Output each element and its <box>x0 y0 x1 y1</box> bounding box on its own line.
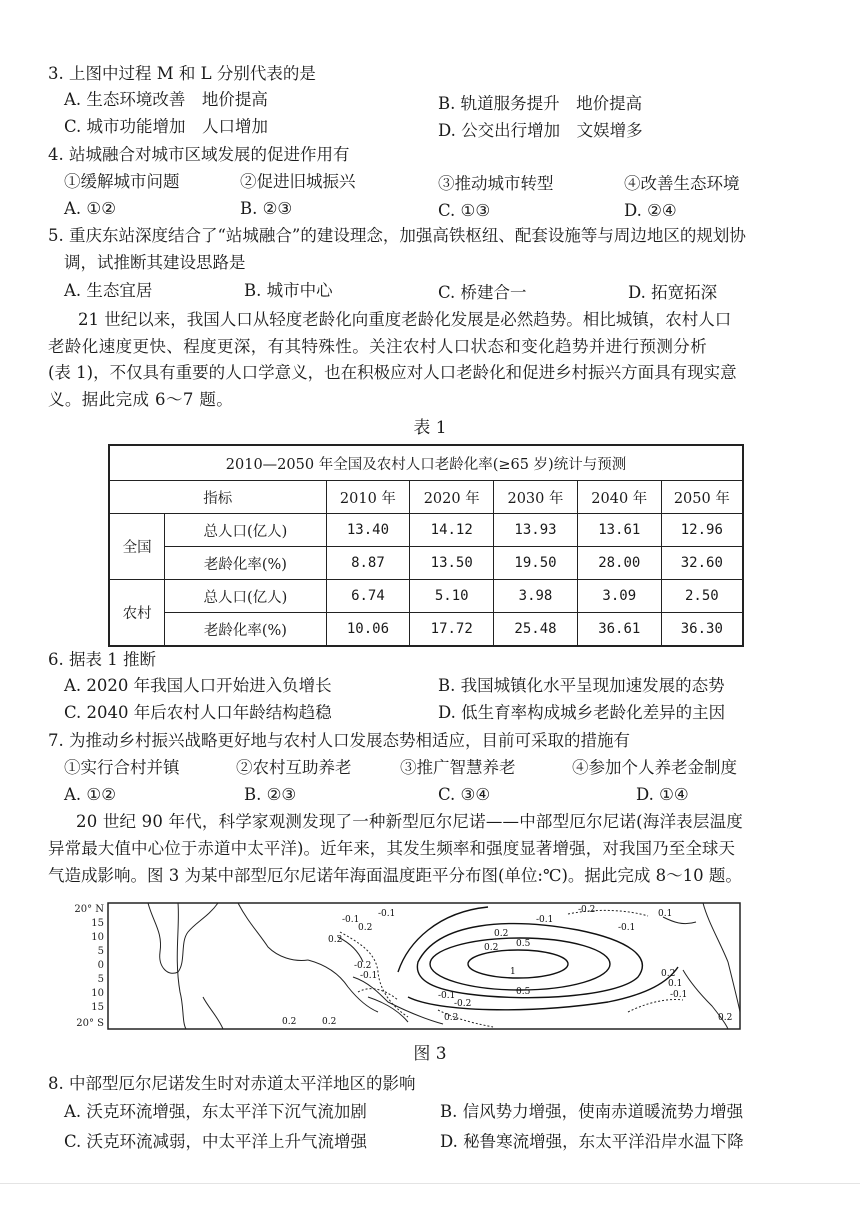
table1 <box>108 444 744 647</box>
passage1-line3: (表 1)，不仅具有重要的人口学意义，也在积极应对人口老龄化和促进乡村振兴方面具有现实意 <box>48 363 737 382</box>
q4-option-c: C. ①③ <box>438 201 491 220</box>
lat-label: 0 <box>97 960 104 971</box>
q5-option-b: B. 城市中心 <box>244 281 333 300</box>
table1-cell: 17.72 <box>410 613 494 647</box>
lat-label: 5 <box>97 946 104 957</box>
latitude-labels <box>74 904 104 1029</box>
q4-option-a: A. ①② <box>64 199 116 218</box>
q5-option-a: A. 生态宜居 <box>64 281 153 300</box>
contour-label: 0.2 <box>484 943 499 953</box>
q4-statement-4: ④改善生态环境 <box>624 174 740 193</box>
table1-group-national: 全国 <box>109 514 165 580</box>
q3-stem: 3. 上图中过程 M 和 L 分别代表的是 <box>48 64 316 83</box>
table1-row-label: 老龄化率(%) <box>165 613 326 647</box>
q5-stem-line1: 5. 重庆东站深度结合了“站城融合”的建设理念，加强高铁枢纽、配套设施等与周边地区的规划协 <box>48 226 746 245</box>
q4-statement-3: ③推动城市转型 <box>438 174 554 193</box>
table1-year-header: 2050 年 <box>661 481 743 514</box>
q3-option-d: D. 公交出行增加 文娱增多 <box>438 121 643 140</box>
contour-label: 0.2 <box>322 1017 337 1027</box>
q6-stem: 6. 据表 1 推断 <box>48 650 156 669</box>
table1-title: 2010—2050 年全国及农村人口老龄化率(≥65 岁)统计与预测 <box>109 445 743 481</box>
table1-cell: 3.98 <box>494 580 578 613</box>
contour-label: 0.2 <box>661 969 676 979</box>
q8-option-a: A. 沃克环流增强，东太平洋下沉气流加剧 <box>64 1102 367 1121</box>
q7-option-c: C. ③④ <box>438 785 491 804</box>
table1-cell: 12.96 <box>661 514 743 547</box>
table1-cell: 8.87 <box>326 547 410 580</box>
table1-cell: 28.00 <box>577 547 661 580</box>
contour-label: 0.1 <box>658 909 673 919</box>
lat-label: 10 <box>91 988 104 999</box>
q6-option-c: C. 2040 年后农村人口年龄结构趋稳 <box>64 703 332 722</box>
q8-stem: 8. 中部型厄尔尼诺发生时对赤道太平洋地区的影响 <box>48 1074 416 1093</box>
q3-option-b: B. 轨道服务提升 地价提高 <box>438 94 643 113</box>
passage1-line4: 义。据此完成 6～7 题。 <box>48 390 234 409</box>
contour-label: 0.5 <box>516 987 531 997</box>
table1-cell: 6.74 <box>326 580 410 613</box>
q7-stem: 7. 为推动乡村振兴战略更好地与农村人口发展态势相适应，目前可采取的措施有 <box>48 731 630 750</box>
table1-year-header: 2030 年 <box>494 481 578 514</box>
table1-cell: 2.50 <box>661 580 743 613</box>
contour-label: -0.1 <box>378 909 396 919</box>
contour-label: 0.2 <box>494 929 509 939</box>
passage2-line3: 气造成影响。图 3 为某中部型厄尔尼诺年海面温度距平分布图(单位:℃)。据此完成 8～10 题。 <box>48 866 742 885</box>
table1-cell: 32.60 <box>661 547 743 580</box>
coastlines <box>148 903 740 1029</box>
contour-label: 0.2 <box>282 1017 297 1027</box>
table1-year-header: 2020 年 <box>410 481 494 514</box>
lat-label: 10 <box>91 932 104 943</box>
lat-label: 15 <box>91 918 104 929</box>
table1-cell: 36.30 <box>661 613 743 647</box>
contour-label: 0.2 <box>718 1013 733 1023</box>
contour-label: 0.2 <box>358 923 373 933</box>
q6-option-b: B. 我国城镇化水平呈现加速发展的态势 <box>438 676 725 695</box>
passage2-line1: 20 世纪 90 年代，科学家观测发现了一种新型厄尔尼诺——中部型厄尔尼诺(海洋表层温度 <box>76 812 743 831</box>
contour-label: -0.2 <box>578 905 596 915</box>
lat-label: 5 <box>97 974 104 985</box>
contour-label: -0.1 <box>342 915 360 925</box>
contour-label: -0.1 <box>438 991 456 1001</box>
table1-cell: 19.50 <box>494 547 578 580</box>
table1-year-header: 2010 年 <box>326 481 410 514</box>
q4-stem: 4. 站城融合对城市区域发展的促进作用有 <box>48 145 350 164</box>
lat-label: 20° S <box>76 1018 104 1029</box>
contour-label: -0.1 <box>670 990 688 1000</box>
page-bottom-divider <box>0 1183 860 1184</box>
q5-option-c: C. 桥建合一 <box>438 283 527 302</box>
figure3-caption: 图 3 <box>413 1044 447 1064</box>
contour-label: -0.2 <box>354 961 372 971</box>
contour-label: -0.1 <box>360 971 378 981</box>
q7-statement-4: ④参加个人养老金制度 <box>572 758 737 777</box>
lat-label: 15 <box>91 1002 104 1013</box>
q5-stem-line2: 调，试推断其建设思路是 <box>64 253 246 272</box>
lat-label: 20° N <box>74 904 104 915</box>
q4-option-d: D. ②④ <box>624 201 677 220</box>
contour-label: 0.1 <box>668 979 683 989</box>
q6-option-a: A. 2020 年我国人口开始进入负增长 <box>64 676 332 695</box>
table1-indicator-header: 指标 <box>109 481 326 514</box>
q4-statement-1: ①缓解城市问题 <box>64 172 180 191</box>
table1-cell: 13.50 <box>410 547 494 580</box>
table1-cell: 36.61 <box>577 613 661 647</box>
table1-cell: 13.61 <box>577 514 661 547</box>
q7-statement-1: ①实行合村并镇 <box>64 758 180 777</box>
table1-cell: 25.48 <box>494 613 578 647</box>
table1-year-header: 2040 年 <box>577 481 661 514</box>
passage1-line1: 21 世纪以来，我国人口从轻度老龄化向重度老龄化发展是必然趋势。相比城镇，农村人口 <box>78 310 732 329</box>
q7-option-d: D. ①④ <box>636 785 689 804</box>
q3-option-a: A. 生态环境改善 地价提高 <box>64 90 268 109</box>
q8-option-b: B. 信风势力增强，使南赤道暖流势力增强 <box>440 1102 744 1121</box>
contour-label: 0.2 <box>444 1013 459 1023</box>
passage1-line2: 老龄化速度更快、程度更深，有其特殊性。关注农村人口状态和变化趋势并进行预测分析 <box>48 337 708 356</box>
q3-option-c: C. 城市功能增加 人口增加 <box>64 117 269 136</box>
table1-group-rural: 农村 <box>109 580 165 647</box>
table1-cell: 13.40 <box>326 514 410 547</box>
table1-cell: 10.06 <box>326 613 410 647</box>
contour-label: -0.1 <box>618 923 636 933</box>
q8-option-d: D. 秘鲁寒流增强，东太平洋沿岸水温下降 <box>440 1132 744 1151</box>
table1-cell: 3.09 <box>577 580 661 613</box>
q5-option-d: D. 拓宽拓深 <box>628 283 718 302</box>
table1-cell: 14.12 <box>410 514 494 547</box>
q7-option-b: B. ②③ <box>244 785 297 804</box>
contour-label: 0.2 <box>328 935 343 945</box>
table1-row-label: 总人口(亿人) <box>165 580 326 613</box>
table1-row-label: 总人口(亿人) <box>165 514 326 547</box>
sst-anomaly-map <box>74 902 742 1032</box>
passage2-line2: 异常最大值中心位于赤道中太平洋)。近年来，其发生频率和强度显著增强，对我国乃至全球天 <box>48 839 736 858</box>
q6-option-d: D. 低生育率构成城乡老龄化差异的主因 <box>438 703 726 722</box>
q7-statement-3: ③推广智慧养老 <box>400 758 516 777</box>
q4-option-b: B. ②③ <box>240 199 293 218</box>
q7-statement-2: ②农村互助养老 <box>236 758 352 777</box>
table1-row-label: 老龄化率(%) <box>165 547 326 580</box>
table1-label: 表 1 <box>413 418 447 438</box>
table1-cell: 5.10 <box>410 580 494 613</box>
contour-label: 1 <box>510 967 516 977</box>
table1-cell: 13.93 <box>494 514 578 547</box>
q8-option-c: C. 沃克环流减弱，中太平洋上升气流增强 <box>64 1132 368 1151</box>
contour-label: 0.5 <box>516 939 531 949</box>
contour-label: -0.2 <box>454 999 472 1009</box>
q7-option-a: A. ①② <box>64 785 116 804</box>
contour-label: -0.1 <box>536 915 554 925</box>
q4-statement-2: ②促进旧城振兴 <box>240 172 356 191</box>
map-frame <box>108 903 740 1029</box>
